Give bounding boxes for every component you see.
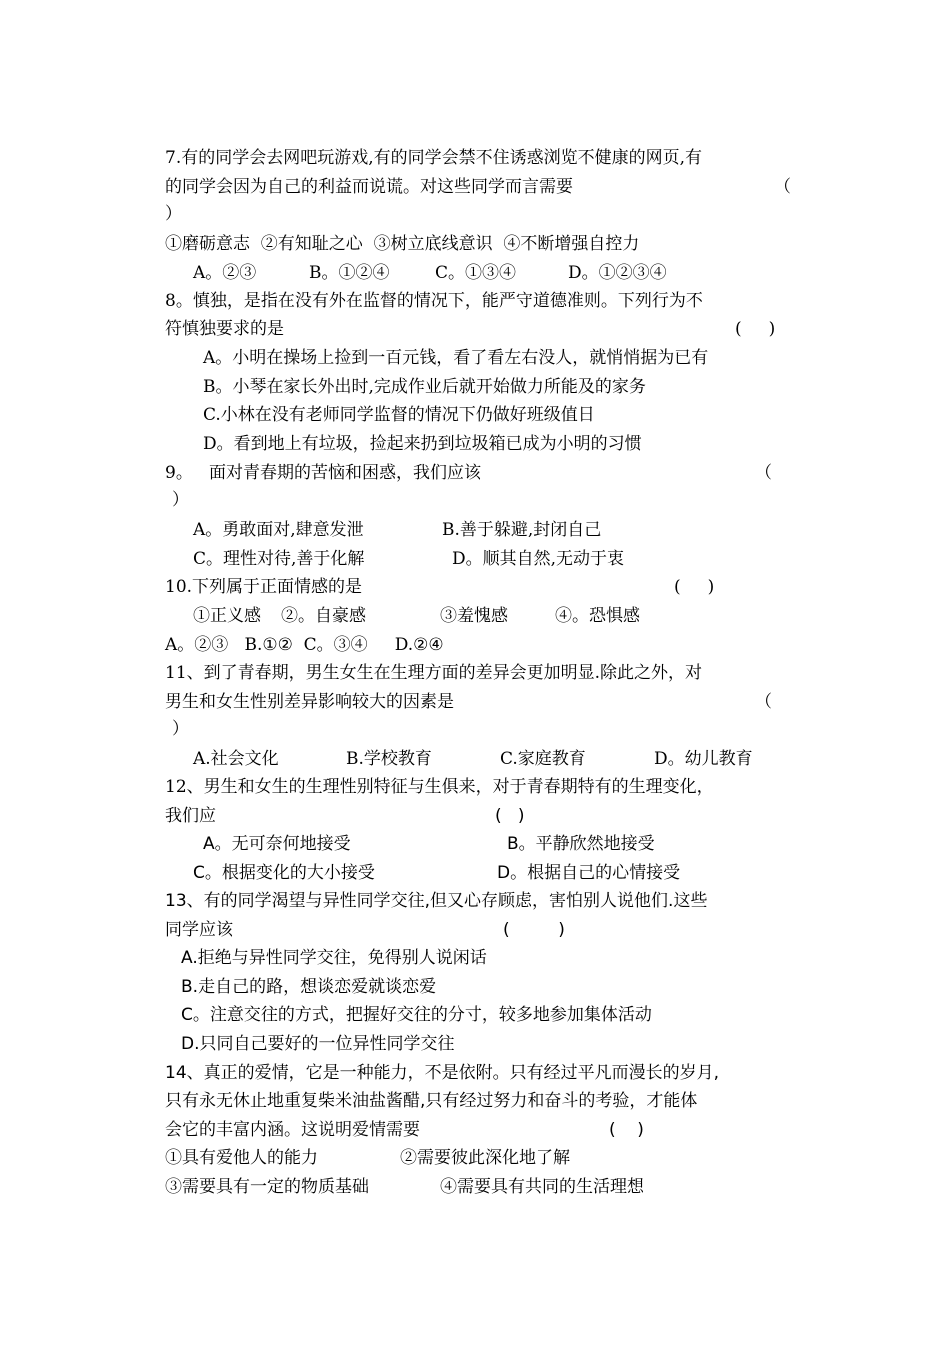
q13-stem-line-2: 同学应该 xyxy=(165,920,233,940)
q14-item-4: ④需要具有共同的生活理想 xyxy=(440,1177,644,1197)
q12-stem-line-2: 我们应 xyxy=(165,806,216,826)
q14-stem-line-2: 只有永无休止地重复柴米油盐酱醋,只有经过努力和奋斗的考验，才能体 xyxy=(165,1091,698,1111)
q10-stem: 10.下列属于正面情感的是 xyxy=(165,577,363,597)
q11-option-c: C.家庭教育 xyxy=(500,749,586,769)
q7-bracket-close: ） xyxy=(165,204,182,224)
q7-option-b: B。①②④ xyxy=(309,263,390,283)
q10-item-4: ④。恐惧感 xyxy=(555,606,640,626)
q7-items: ①磨砺意志 ②有知耻之心 ③树立底线意识 ④不断增强自控力 xyxy=(165,234,640,254)
q8-stem-line-1: 8。慎独，是指在没有外在监督的情况下，能严守道德准则。下列行为不 xyxy=(165,291,703,311)
q11-answer-bracket: （ xyxy=(755,692,772,712)
q10-item-2: ②。自豪感 xyxy=(281,606,366,626)
q11-stem-line-2: 男生和女生性别差异影响较大的因素是 xyxy=(165,692,454,712)
q11-option-a: A.社会文化 xyxy=(193,749,279,769)
q8-stem-line-2: 符慎独要求的是 xyxy=(165,319,284,339)
q14-stem-line-3: 会它的丰富内涵。这说明爱情需要 xyxy=(165,1120,420,1140)
q13-stem-line-1: 13、有的同学渴望与异性同学交往,但又心存顾虑，害怕别人说他们.这些 xyxy=(165,891,708,911)
q9-option-d: D。顺其自然,无动于衷 xyxy=(452,549,625,569)
q8-option-c: C.小林在没有老师同学监督的情况下仍做好班级值日 xyxy=(203,405,595,425)
q11-option-b: B.学校教育 xyxy=(346,749,432,769)
q8-option-d: D。看到地上有垃圾，捡起来扔到垃圾箱已成为小明的习惯 xyxy=(203,434,642,454)
q10-item-1: ①正义感 xyxy=(193,606,261,626)
q11-option-d: D。幼儿教育 xyxy=(654,749,753,769)
q8-option-b: B。小琴在家长外出时,完成作业后就开始做力所能及的家务 xyxy=(203,377,646,397)
q9-option-b: B.善于躲避,封闭自己 xyxy=(442,520,602,540)
q8-answer-bracket: ( ) xyxy=(735,319,776,339)
q13-option-b: B.走自己的路，想谈恋爱就谈恋爱 xyxy=(181,977,437,997)
q14-item-3: ③需要具有一定的物质基础 xyxy=(165,1177,369,1197)
q12-stem-line-1: 12、男生和女生的生理性别特征与生俱来，对于青春期特有的生理变化， xyxy=(165,777,714,797)
q7-option-a: A。②③ xyxy=(193,263,257,283)
q14-stem-line-1: 14、真正的爱情，它是一种能力，不是依附。只有经过平凡而漫长的岁月, xyxy=(165,1063,720,1083)
q12-option-a: A。无可奈何地接受 xyxy=(203,834,351,854)
q14-answer-bracket: ( ) xyxy=(609,1120,644,1140)
q11-stem-line-1: 11、到了青春期，男生女生在生理方面的差异会更加明显.除此之外，对 xyxy=(165,663,703,683)
q10-item-3: ③羞愧感 xyxy=(440,606,508,626)
q7-option-c: C。①③④ xyxy=(435,263,517,283)
q12-option-c: C。根据变化的大小接受 xyxy=(193,863,375,883)
q10-options: A。②③ B.①② C。③④ D.②④ xyxy=(165,635,444,655)
q10-answer-bracket: ( ) xyxy=(674,577,715,597)
q11-bracket-close: ） xyxy=(172,719,189,739)
q9-answer-bracket: （ xyxy=(755,463,772,483)
q14-item-1: ①具有爱他人的能力 xyxy=(165,1148,318,1168)
q13-option-d: D.只同自己要好的一位异性同学交往 xyxy=(181,1034,455,1054)
q7-stem-line-2: 的同学会因为自己的利益而说谎。对这些同学而言需要 xyxy=(165,177,573,197)
q7-answer-bracket: （ xyxy=(774,177,791,197)
q9-stem-line-1: 9。 面对青春期的苦恼和困惑，我们应该 xyxy=(165,463,482,483)
q9-option-c: C。理性对待,善于化解 xyxy=(193,549,365,569)
q7-stem-line-1: 7.有的同学会去网吧玩游戏,有的同学会禁不住诱惑浏览不健康的网页,有 xyxy=(165,148,703,168)
q13-answer-bracket: ( ) xyxy=(503,920,565,940)
q9-bracket-close: ） xyxy=(172,490,189,510)
q9-option-a: A。勇敢面对,肆意发泄 xyxy=(193,520,364,540)
q13-option-a: A.拒绝与异性同学交往，免得别人说闲话 xyxy=(181,948,487,968)
q12-answer-bracket: ( ) xyxy=(495,806,525,826)
q12-option-b: B。平静欣然地接受 xyxy=(507,834,655,854)
q13-option-c: C。注意交往的方式，把握好交往的分寸，较多地参加集体活动 xyxy=(181,1005,652,1025)
q12-option-d: D。根据自己的心情接受 xyxy=(497,863,681,883)
q8-option-a: A。小明在操场上捡到一百元钱，看了看左右没人，就悄悄据为已有 xyxy=(203,348,709,368)
q7-option-d: D。①②③④ xyxy=(568,263,667,283)
q14-item-2: ②需要彼此深化地了解 xyxy=(400,1148,570,1168)
